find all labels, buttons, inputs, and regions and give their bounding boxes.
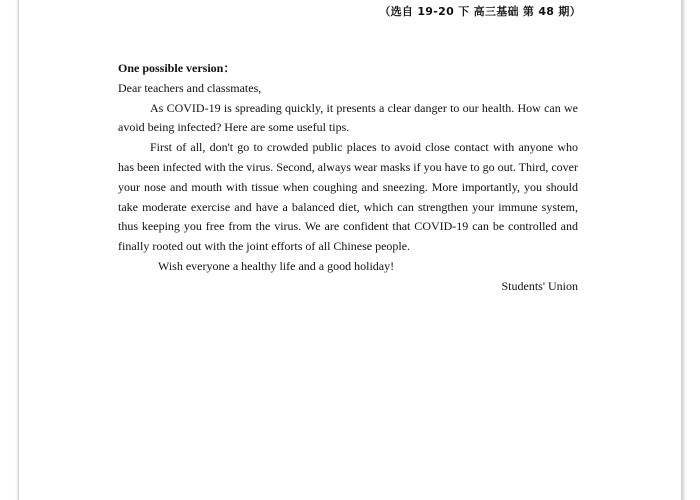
salutation: Dear teachers and classmates, [118, 80, 262, 95]
paragraph-intro: As COVID-19 is spreading quickly, it presents a clear danger to our health. How can we avoid being infected? Here are some useful tips. [118, 100, 578, 135]
letter-body [118, 59, 578, 297]
signature: Students' Union [501, 278, 578, 293]
closing-wish: Wish everyone a healthy life and a good holiday! [158, 258, 395, 273]
source-note: （选自 19-20 下 高三基础 第 48 期） [379, 5, 581, 18]
paragraph-tips: First of all, don't go to crowded public places to avoid close contact with anyone who has been infected with the virus. Second, always wear masks if you have to go out. Third, cover your nose and mouth with tissue when coughing and sneezing. More importantly, you should take moderate exercise and have a balanced diet, which can strengthen your immune system, thus keeping you free from the virus. We are confident that COVID-19 can be controlled and finally rooted out with the joint efforts of all Chinese people. [118, 140, 578, 254]
version-heading: One possible version： [118, 61, 236, 75]
document-page [18, 0, 682, 500]
